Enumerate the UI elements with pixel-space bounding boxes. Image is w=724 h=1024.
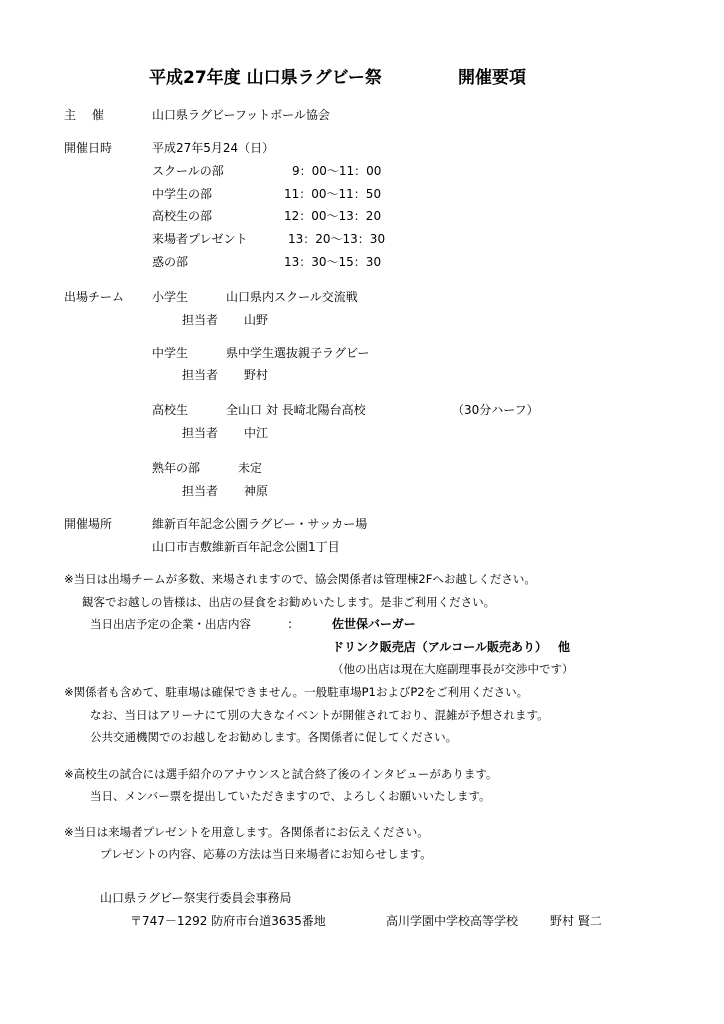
- note-text: ※当日は来場者プレゼントを用意します。各関係者にお伝えください。: [64, 825, 429, 839]
- note-text: ※当日は出場チームが多数、来場されますので、協会関係者は管理棟2Fへお越しください。: [64, 572, 536, 586]
- team-category: 熟年の部: [152, 461, 201, 475]
- team-match: 未定: [238, 461, 263, 475]
- shops-label: 当日出店予定の企業・出店内容: [90, 617, 251, 631]
- note-text: 観客でお越しの皆様は、出店の昼食をお勧めいたします。是非ご利用ください。: [82, 595, 496, 609]
- document-title: 平成27年度 山口県ラグビー祭: [149, 68, 382, 88]
- venue-name: 維新百年記念公園ラグビー・サッカー場: [152, 517, 368, 531]
- document-title-suffix: 開催要項: [458, 68, 526, 88]
- staff-name: 神原: [244, 484, 269, 498]
- schedule-time: 13：20～13：30: [288, 232, 386, 246]
- schedule-time: 11：00～11：50: [284, 187, 382, 201]
- school-name: 高川学園中学校高等学校: [386, 914, 519, 928]
- staff-name: 山野: [244, 313, 269, 327]
- staff-label: 担当者: [182, 368, 219, 382]
- note-text: プレゼントの内容、応募の方法は当日来場者にお知らせします。: [100, 847, 432, 861]
- note-text: 当日、メンバー票を提出していただきますので、よろしくお願いいたします。: [90, 789, 491, 803]
- note-text: ※高校生の試合には選手紹介のアナウンスと試合終了後のインタビューがあります。: [64, 767, 498, 781]
- schedule-name: 惑の部: [152, 255, 189, 269]
- team-category: 中学生: [152, 346, 189, 360]
- contact-person: 野村 賢二: [550, 914, 602, 928]
- note-text: なお、当日はアリーナにて別の大きなイベントが開催されており、混雑が予想されます。: [90, 708, 549, 722]
- note-text: 公共交通機関でのお越しをお勧めします。各関係者に促してください。: [90, 730, 458, 744]
- shops-note: （他の出店は現在大庭副理事長が交渉中です）: [332, 662, 574, 676]
- staff-name: 中江: [244, 426, 269, 440]
- team-match: 県中学生選抜親子ラグビー: [226, 346, 370, 360]
- schedule-name: 来場者プレゼント: [152, 232, 248, 246]
- organizer-value: 山口県ラグビーフットボール協会: [152, 108, 330, 122]
- event-date: 平成27年5月24（日）: [152, 141, 275, 155]
- team-category: 小学生: [152, 290, 189, 304]
- shop-item: 佐世保バーガー: [332, 617, 416, 631]
- staff-label: 担当者: [182, 313, 219, 327]
- shop-item-other: 他: [558, 640, 571, 654]
- schedule-time: 13：30～15：30: [284, 255, 382, 269]
- office-name: 山口県ラグビー祭実行委員会事務局: [100, 891, 292, 905]
- shops-colon: :: [288, 617, 293, 631]
- team-match-note: （30分ハーフ）: [452, 403, 539, 417]
- dates-label: 開催日時: [64, 141, 113, 155]
- staff-label: 担当者: [182, 426, 219, 440]
- team-match: 山口県内スクール交流戦: [226, 290, 358, 304]
- schedule-name: 中学生の部: [152, 187, 213, 201]
- schedule-name: スクールの部: [152, 164, 224, 178]
- note-text: ※関係者も含めて、駐車場は確保できません。一般駐車場P1およびP2をご利用ください。: [64, 685, 529, 699]
- venue-label: 開催場所: [64, 517, 113, 531]
- team-match: 全山口 対 長崎北陽台高校: [226, 403, 366, 417]
- office-address: 〒747－1292 防府市台道3635番地: [130, 914, 326, 928]
- organizer-label: 主 催: [64, 108, 110, 122]
- shop-item: ドリンク販売店（アルコール販売あり）: [332, 640, 548, 654]
- schedule-time: 12：00～13：20: [284, 209, 382, 223]
- schedule-name: 高校生の部: [152, 209, 213, 223]
- staff-name: 野村: [244, 368, 269, 382]
- schedule-time: 9：00～11：00: [292, 164, 382, 178]
- teams-label: 出場チーム: [64, 290, 125, 304]
- staff-label: 担当者: [182, 484, 219, 498]
- team-category: 高校生: [152, 403, 189, 417]
- venue-address: 山口市吉敷維新百年記念公園1丁目: [152, 540, 340, 554]
